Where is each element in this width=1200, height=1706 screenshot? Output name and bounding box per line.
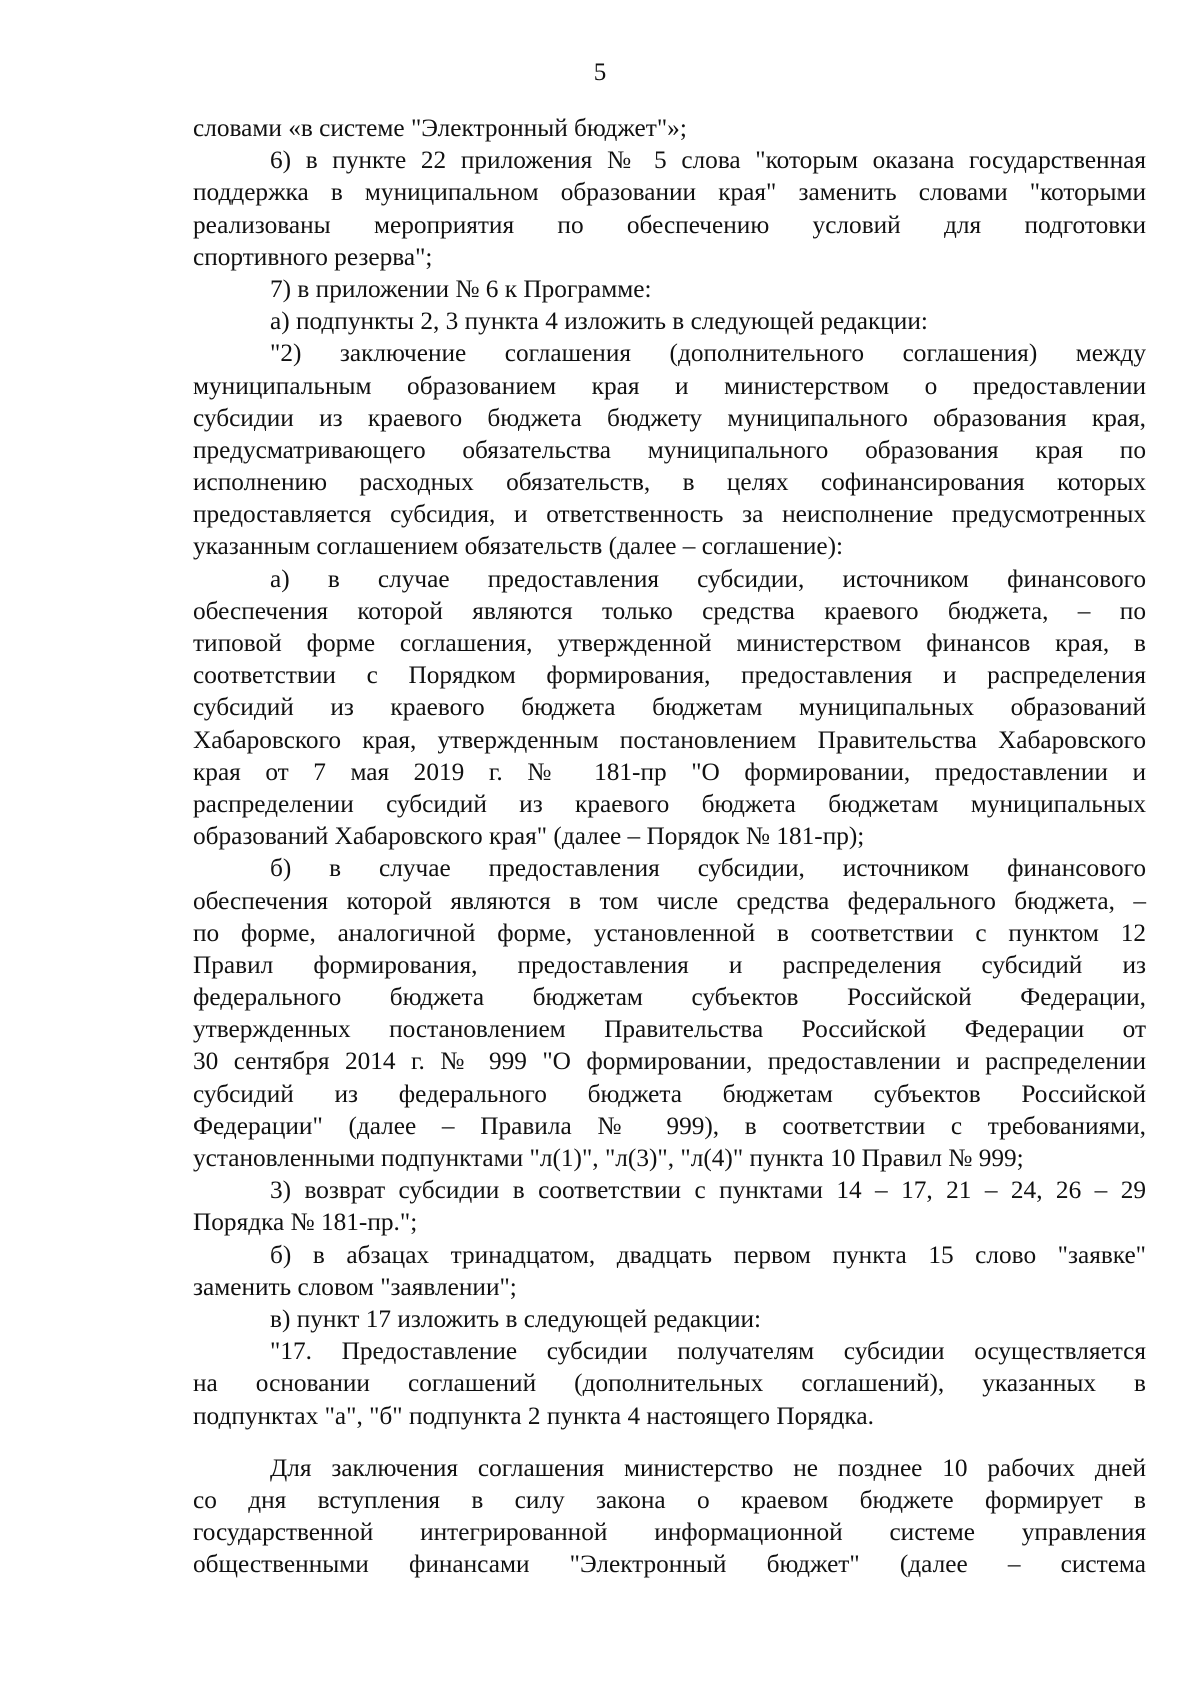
text-line: установленными подпунктами "л(1)", "л(3)", "л(4)" пункта 10 Правил № 999; xyxy=(193,1144,1024,1172)
text-line: общественными финансами "Электронный бюджет" (далее – система xyxy=(193,1550,1146,1579)
text-line: а) в случае предоставления субсидии, источником финансового xyxy=(270,564,1146,593)
text-line: обеспечения которой являются в том числе средства федерального бюджета, – xyxy=(193,886,1146,915)
text-line: 30 сентября 2014 г. № 999 "О формировании, предоставлении и распределении xyxy=(193,1047,1146,1076)
text-line: б) в абзацах тринадцатом, двадцать первом пункта 15 слово "заявке" xyxy=(270,1240,1146,1269)
text-line: Правил формирования, предоставления и распределения субсидий из xyxy=(193,950,1146,979)
text-line: б) в случае предоставления субсидии, источником финансового xyxy=(270,854,1146,883)
text-line: 6) в пункте 22 приложения № 5 слова "которым оказана государственная xyxy=(270,146,1146,175)
text-line: Федерации" (далее – Правила № 999), в соответствии с требованиями, xyxy=(193,1111,1146,1140)
text-line: 3) возврат субсидии в соответствии с пунктами 14 – 17, 21 – 24, 26 – 29 xyxy=(270,1176,1146,1205)
text-line: субсидий из краевого бюджета бюджетам муниципальных образований xyxy=(193,693,1146,722)
text-line: со дня вступления в силу закона о краевом бюджете формирует в xyxy=(193,1485,1146,1514)
text-line: "17. Предоставление субсидии получателям субсидии осуществляется xyxy=(270,1337,1146,1366)
text-line: на основании соглашений (дополнительных соглашений), указанных в xyxy=(193,1369,1146,1398)
page-number: 5 xyxy=(593,59,607,86)
text-line: 7) в приложении № 6 к Программе: xyxy=(270,274,652,303)
text-line: исполнению расходных обязательств, в целях софинансирования которых xyxy=(193,468,1146,497)
text-line: распределении субсидий из краевого бюджета бюджетам муниципальных xyxy=(193,789,1146,818)
text-line: в) пункт 17 изложить в следующей редакции: xyxy=(270,1304,762,1333)
text-line: Хабаровского края, утвержденным постановлением Правительства Хабаровского xyxy=(193,725,1146,754)
text-line: обеспечения которой являются только средства краевого бюджета, – по xyxy=(193,596,1146,625)
text-line: спортивного резерва"; xyxy=(193,242,433,271)
text-line: указанным соглашением обязательств (далее – соглашение): xyxy=(193,532,844,561)
document-body xyxy=(193,112,1146,1580)
text-line: образований Хабаровского края" (далее – Порядок № 181-пр); xyxy=(193,822,865,851)
text-line: государственной интегрированной информационной системе управления xyxy=(193,1518,1146,1547)
text-line: предусматривающего обязательства муниципального образования края по xyxy=(193,435,1146,464)
text-line: словами «в системе "Электронный бюджет"»; xyxy=(193,114,687,142)
text-line: Для заключения соглашения министерство не позднее 10 рабочих дней xyxy=(270,1453,1146,1482)
text-line: Порядка № 181-пр."; xyxy=(193,1208,418,1237)
text-line: края от 7 мая 2019 г. № 181-пр "О формировании, предоставлении и xyxy=(193,757,1146,786)
text-line: муниципальным образованием края и министерством о предоставлении xyxy=(193,371,1146,400)
text-line: федерального бюджета бюджетам субъектов Российской Федерации, xyxy=(193,983,1146,1012)
paragraph-gap xyxy=(193,1432,1146,1452)
text-line: "2) заключение соглашения (дополнительного соглашения) между xyxy=(270,339,1146,368)
text-line: поддержка в муниципальном образовании края" заменить словами "которыми xyxy=(193,178,1146,207)
text-line: а) подпункты 2, 3 пункта 4 изложить в следующей редакции: xyxy=(270,307,928,336)
text-line: заменить словом "заявлении"; xyxy=(193,1272,517,1301)
text-line: по форме, аналогичной форме, установленной в соответствии с пунктом 12 xyxy=(193,918,1146,947)
text-line: подпунктах "а", "б" подпункта 2 пункта 4 настоящего Порядка. xyxy=(193,1401,874,1430)
text-line: соответствии с Порядком формирования, предоставления и распределения xyxy=(193,661,1146,690)
text-line: субсидии из краевого бюджета бюджету муниципального образования края, xyxy=(193,403,1146,432)
text-line: утвержденных постановлением Правительства Российской Федерации от xyxy=(193,1015,1146,1044)
text-line: реализованы мероприятия по обеспечению условий для подготовки xyxy=(193,210,1146,239)
text-line: типовой форме соглашения, утвержденной министерством финансов края, в xyxy=(193,629,1146,657)
text-line: предоставляется субсидия, и ответственность за неисполнение предусмотренных xyxy=(193,500,1146,529)
text-line: субсидий из федерального бюджета бюджетам субъектов Российской xyxy=(193,1079,1146,1108)
